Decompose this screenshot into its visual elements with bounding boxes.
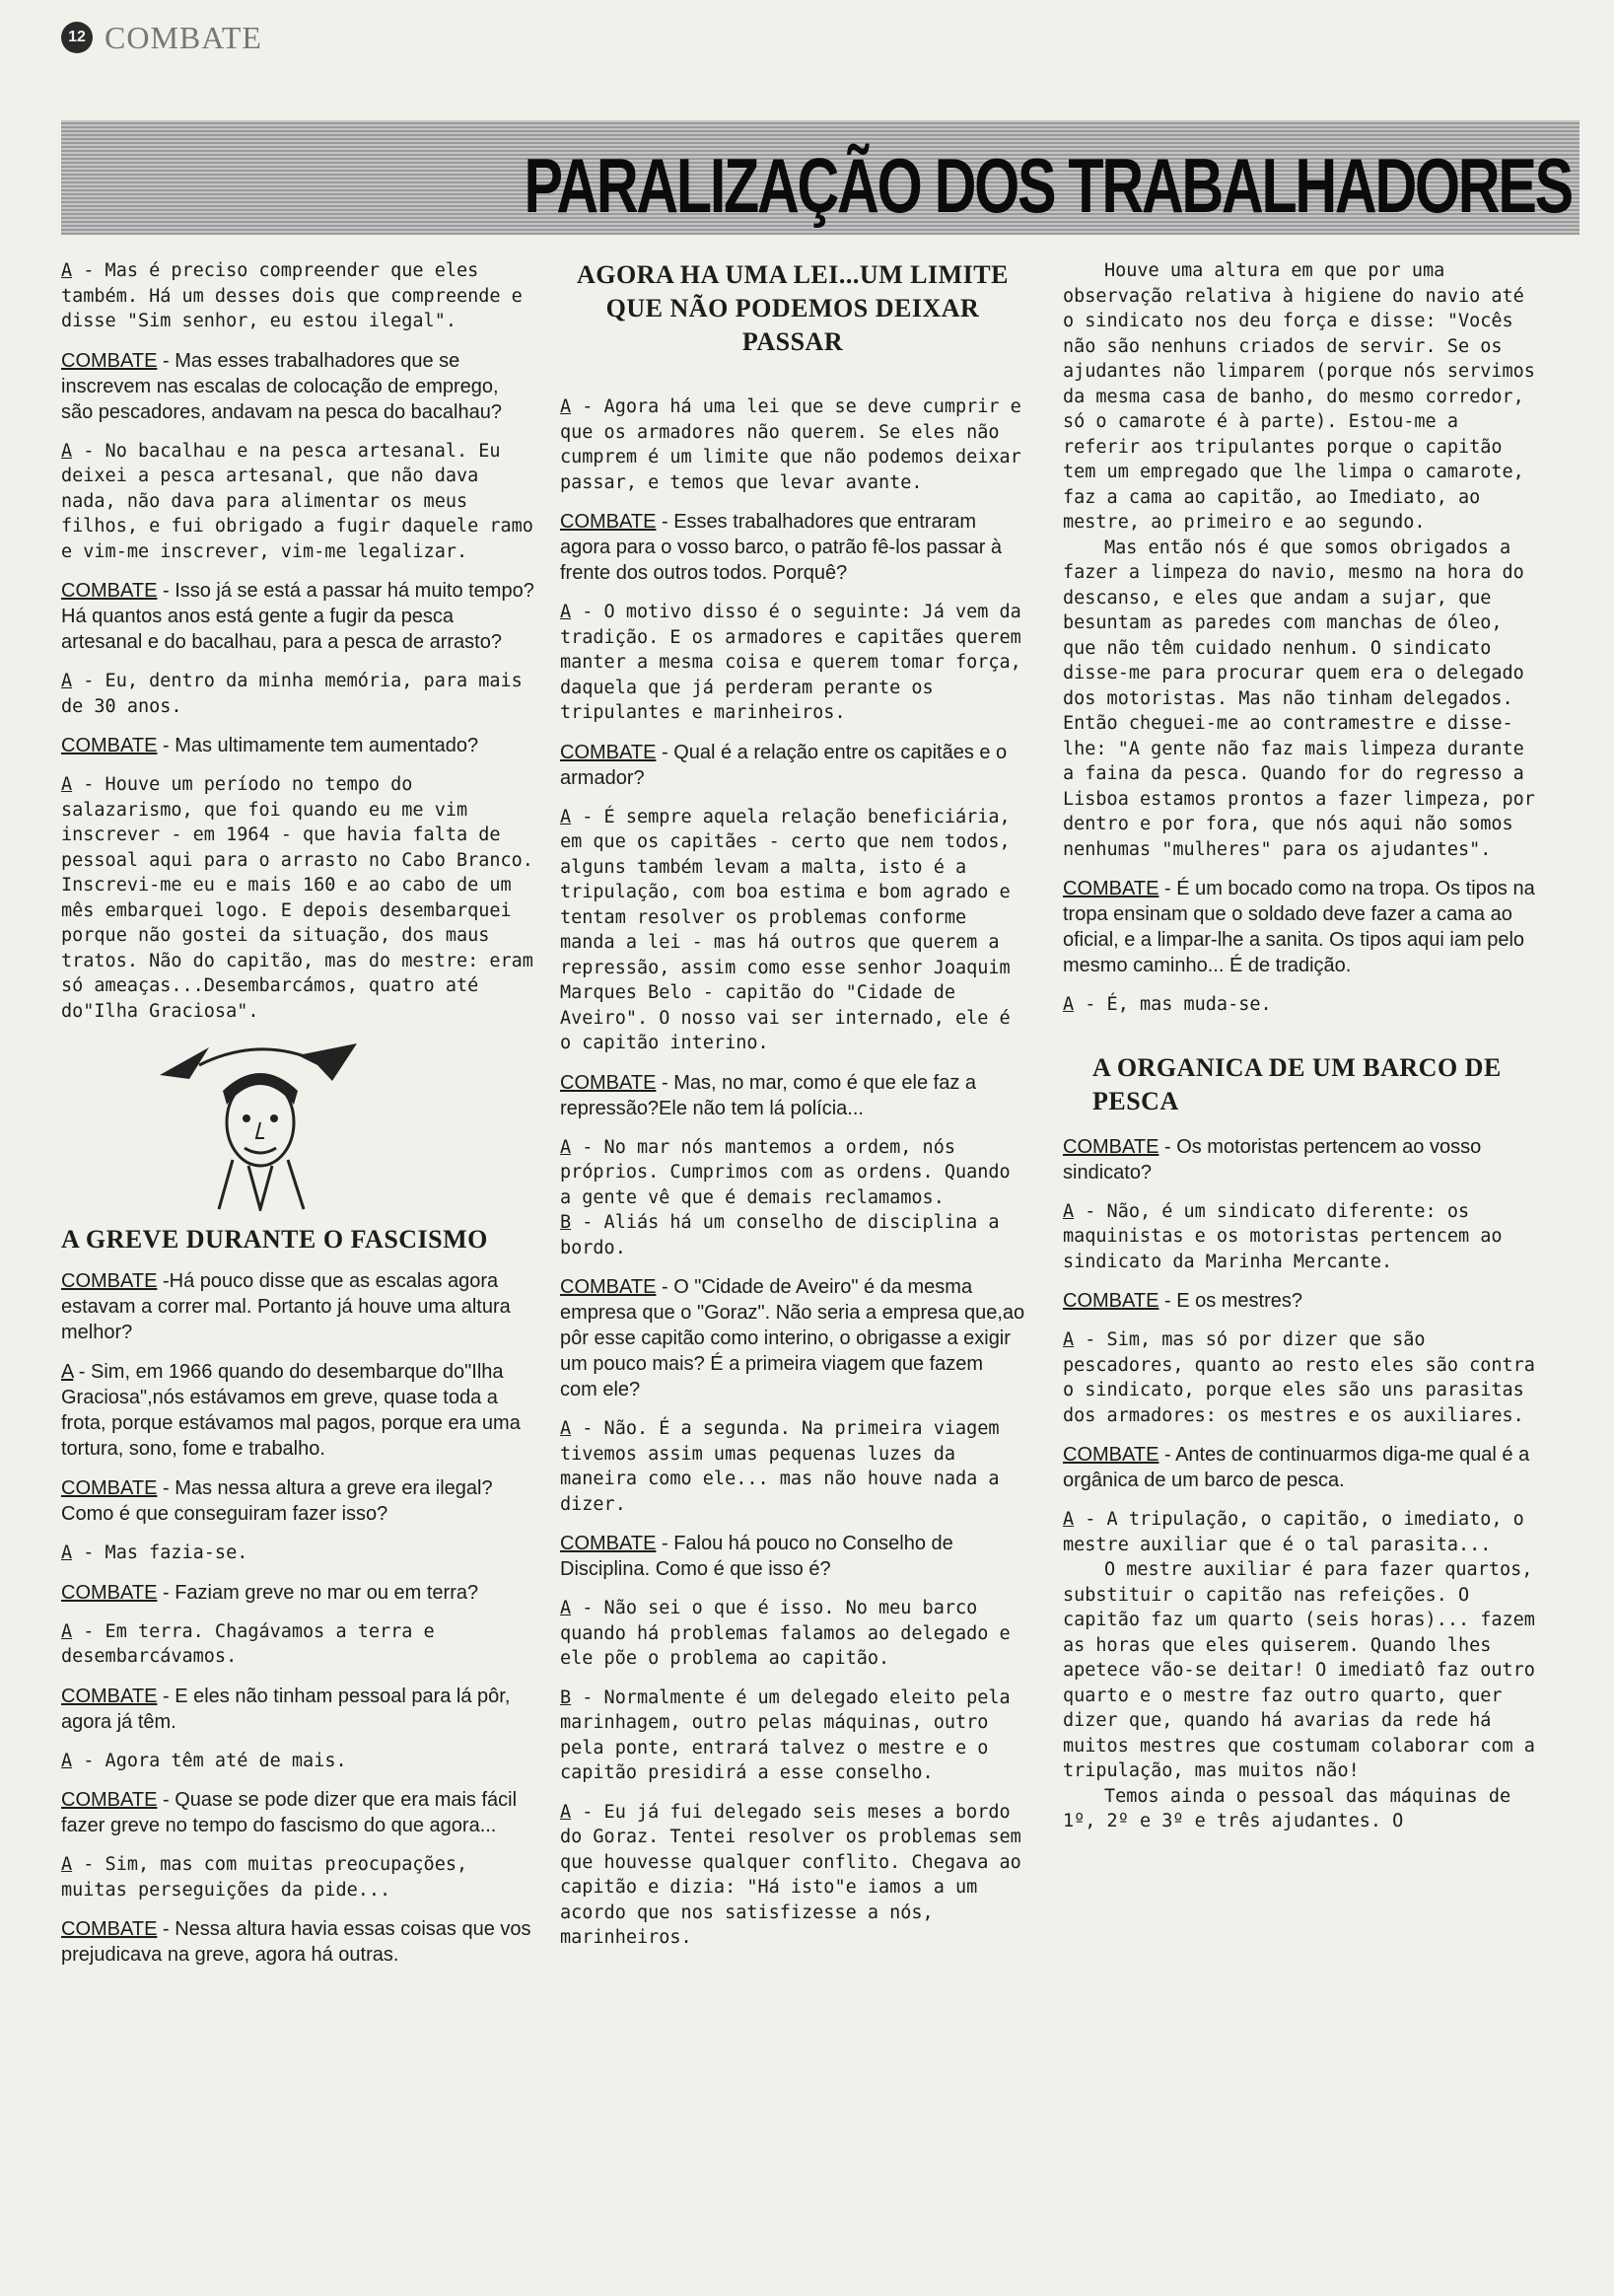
page-header — [61, 18, 262, 57]
col3-intro — [1063, 258, 1546, 862]
speaker-label: COMBATE — [560, 511, 657, 533]
col3-closing — [1063, 1557, 1546, 1834]
interview-paragraph — [560, 1274, 1025, 1402]
paragraph-text: - E os mestres? — [1158, 1290, 1303, 1312]
interview-paragraph — [560, 395, 1025, 495]
section-title-greve: A GREVE DURANTE O FASCISMO — [61, 1225, 488, 1254]
paragraph-text: - Isso já se está a passar há muito tempo? Há quantos anos está gente a fugir da pesca artesanal e do bacalhau, para a pesca de arrasto? — [61, 580, 534, 653]
paragraph-text: - É, mas muda-se. — [1074, 994, 1272, 1015]
speaker-label: A — [560, 1801, 572, 1823]
paragraph-text: - Falou há pouco no Conselho de Disciplina. Como é que isso é? — [560, 1533, 953, 1580]
col1-block-2 — [61, 1268, 534, 1968]
paragraph-text: - Eu, dentro da minha memória, para mais de 30 anos. — [61, 671, 523, 717]
interview-paragraph — [61, 1787, 534, 1838]
speaker-label: COMBATE — [560, 1071, 657, 1094]
speaker-label: A — [61, 774, 73, 795]
speaker-label: A — [560, 396, 572, 417]
speaker-label: A — [1063, 1509, 1075, 1530]
interview-paragraph — [61, 1684, 534, 1735]
paragraph-text: - Mas nessa altura a greve era ilegal? Como é que conseguiram fazer isso? — [61, 1477, 493, 1525]
paragraph-text: - Mas fazia-se. — [72, 1543, 248, 1563]
paragraph-text: - Não. É a segunda. Na primeira viagem tivemos assim umas pequenas luzes da maneira como ele... mas não houve nada a dizer. — [560, 1418, 1000, 1515]
text-paragraph — [1063, 258, 1546, 536]
speaker-label: A — [1063, 994, 1075, 1015]
col3-block-2 — [1063, 1134, 1546, 1558]
speaker-label: A — [1063, 1329, 1075, 1350]
interview-paragraph — [61, 1268, 534, 1345]
interview-paragraph — [61, 1852, 534, 1902]
col2-block — [560, 395, 1025, 1951]
interview-paragraph — [1063, 1507, 1546, 1557]
speaker-label: A — [61, 1620, 73, 1642]
paragraph-text: - Sim, mas com muitas preocupações, muitas perseguições da pide... — [61, 1854, 468, 1901]
paragraph-text: - Sim, em 1966 quando do desembarque do"Ilha Graciosa",nós estávamos em greve, quase toda a frota, porque estávamos mal pagos, porque era uma tortura, sono, fome e trabalho. — [61, 1361, 521, 1460]
interview-paragraph — [560, 1210, 1025, 1260]
interview-paragraph — [61, 1916, 534, 1968]
speaker-label: A — [560, 806, 572, 827]
column-1 — [61, 258, 534, 1981]
paragraph-text: - Não sei o que é isso. No meu barco quando há problemas falamos ao delegado e ele põe o problema ao capitão. — [560, 1598, 1011, 1669]
column-2 — [560, 258, 1025, 1965]
speaker-label: COMBATE — [61, 1789, 158, 1811]
paragraph-text: - Eu já fui delegado seis meses a bordo do Goraz. Tentei resolver os problemas sem que houvesse qualquer conflito. Chegava ao capitão e dizia: "Há isto"e iamos a um acordo que nos satisfizesse a nós, marinheiros. — [560, 1801, 1021, 1948]
paragraph-text: O mestre auxiliar é para fazer quartos, substituir o capitão nas refeições. O capitão faz um quarto (seis horas)... fazem as horas que eles quiserem. Quando lhes apetece vão-se deitar! O imediatô faz outro quarto e o mestre faz outro quarto, quer dizer que, quando há avarias da rede há muitos mestres que costumam colaborar com a tripulação, mas muitos não! — [1063, 1559, 1535, 1781]
paragraph-text: - É um bocado como na tropa. Os tipos na tropa ensinam que o soldado deve fazer a cama ao oficial, e a limpar-lhe a sanita. Os tipos aqui iam pelo mesmo caminho... É de tradição. — [1063, 878, 1535, 976]
speaker-label: B — [560, 1686, 572, 1708]
interview-paragraph — [61, 258, 534, 334]
speaker-label: A — [61, 671, 73, 691]
paragraph-text: - Sim, mas só por dizer que são pescadores, quanto ao resto eles são contra o sindicato, porque eles são uns parasitas dos armadores: os mestres e os auxiliares. — [1063, 1329, 1535, 1426]
interview-paragraph — [61, 1619, 534, 1670]
paragraph-text: - Os motoristas pertencem ao vosso sindicato? — [1063, 1135, 1482, 1184]
page-number: 12 — [61, 22, 93, 53]
speaker-label: COMBATE — [61, 1918, 158, 1940]
paragraph-text: - Agora há uma lei que se deve cumprir e que os armadores não querem. Se eles não cumprem é um limite que não podemos deixar passar, e temos que levar avante. — [560, 396, 1021, 493]
interview-paragraph — [560, 1800, 1025, 1951]
speaker-label: COMBATE — [1063, 1290, 1159, 1312]
interview-paragraph — [61, 1580, 534, 1606]
interview-paragraph — [560, 1416, 1025, 1517]
interview-paragraph — [560, 509, 1025, 586]
interview-paragraph — [61, 1359, 534, 1462]
interview-paragraph — [560, 1686, 1025, 1786]
text-paragraph — [1063, 1557, 1546, 1784]
speaker-label: COMBATE — [560, 1533, 657, 1554]
text-paragraph — [1063, 536, 1546, 863]
speaker-label: COMBATE — [1063, 1135, 1159, 1158]
paragraph-text: - No mar nós mantemos a ordem, nós próprios. Cumprimos com as ordens. Quando a gente vê que é demais reclamamos. — [560, 1136, 1011, 1208]
paragraph-text: - Aliás há um conselho de disciplina a bordo. — [560, 1212, 1000, 1258]
interview-paragraph — [560, 1531, 1025, 1582]
speaker-label: COMBATE — [61, 580, 158, 602]
paragraph-text: - No bacalhau e na pesca artesanal. Eu deixei a pesca artesanal, que não dava nada, não dava para alimentar os meus filhos, e fui obrigado a fugir daquele ramo e vim-me inscrever, vim-me legalizar. — [61, 440, 533, 562]
paragraph-text: - O motivo disso é o seguinte: Já vem da tradição. E os armadores e capitães querem manter a mesma coisa e querem tomar força, daquela que já perderam perante os tripulantes e marinheiros. — [560, 602, 1021, 723]
interview-paragraph — [61, 578, 534, 655]
col3-block-1 — [1063, 876, 1546, 1018]
paragraph-text: - Faziam greve no mar ou em terra? — [157, 1581, 479, 1604]
speaker-label: A — [560, 1418, 572, 1439]
speaker-label: A — [61, 260, 73, 281]
speaker-label: A — [560, 602, 572, 622]
interview-paragraph — [560, 1135, 1025, 1211]
speaker-label: COMBATE — [61, 1477, 158, 1499]
interview-paragraph — [1063, 1134, 1546, 1185]
paragraph-text: - Em terra. Chagávamos a terra e desembarcávamos. — [61, 1620, 435, 1667]
paragraph-text: - Mas esses trabalhadores que se inscrevem nas escalas de colocação de emprego, são pescadores, andavam na pesca do bacalhau? — [61, 349, 502, 423]
interview-paragraph — [560, 805, 1025, 1056]
paragraph-text: - Mas é preciso compreender que eles também. Há um desses dois que compreende e disse "Sim senhor, eu estou ilegal". — [61, 260, 523, 331]
interview-paragraph — [560, 740, 1025, 791]
speaker-label: A — [61, 1361, 74, 1383]
paragraph-text: - Quase se pode dizer que era mais fácil fazer greve no tempo do fascismo do que agora... — [61, 1789, 518, 1836]
paragraph-text: -Há pouco disse que as escalas agora estavam a correr mal. Portanto já houve uma altura melhor? — [61, 1270, 511, 1343]
speaker-label: A — [61, 1750, 73, 1771]
interview-paragraph — [61, 348, 534, 425]
col1-block-1 — [61, 258, 534, 1024]
speaker-label: COMBATE — [560, 1276, 657, 1298]
interview-paragraph — [1063, 1288, 1546, 1314]
speaker-label: COMBATE — [1063, 1444, 1159, 1466]
speaker-label: A — [61, 440, 73, 462]
paragraph-text: - Qual é a relação entre os capitães e o armador? — [560, 741, 1008, 789]
interview-paragraph — [61, 733, 534, 758]
paragraph-text: Houve uma altura em que por uma observação relativa à higiene do navio até o sindicato nos deu força e disse: "Vocês não são nenhuns criados de servir. Se os ajudantes não limparem (porque nós servimos da mesma casa de banho, do mesmo corredor, só o camarote é à parte). Estou-me a referir aos tripulantes porque o capitão tem um empregado que lhe limpa o camarote, faz a cama ao capitão, ao Imediato, ao mestre, ao primeiro e ao segundo. — [1063, 260, 1535, 533]
speaker-label: COMBATE — [61, 1270, 158, 1292]
paragraph-text: - Normalmente é um delegado eleito pela marinhagem, outro pelas máquinas, outro pela ponte, entrará talvez o mestre e o capitão presidirá a esse conselho. — [560, 1686, 1011, 1783]
speaker-label: A — [61, 1543, 73, 1563]
section-title-lei: AGORA HA UMA LEI...UM LIMITE QUE NÃO PODEMOS DEIXAR PASSAR — [577, 260, 1009, 356]
interview-paragraph — [560, 600, 1025, 726]
headline-banner — [61, 120, 1579, 235]
interview-paragraph — [1063, 992, 1546, 1018]
speaker-label: B — [560, 1212, 572, 1233]
paragraph-text: Temos ainda o pessoal das máquinas de 1º, 2º e 3º e três ajudantes. O — [1063, 1785, 1511, 1831]
interview-paragraph — [560, 1596, 1025, 1672]
interview-paragraph — [61, 439, 534, 565]
fisherman-illustration — [150, 1036, 377, 1211]
interview-paragraph — [1063, 876, 1546, 978]
paragraph-text: - Nessa altura havia essas coisas que vos prejudicava na greve, agora há outras. — [61, 1918, 531, 1966]
interview-paragraph — [61, 1475, 534, 1527]
paragraph-text: - E eles não tinham pessoal para lá pôr, agora já têm. — [61, 1685, 511, 1733]
speaker-label: COMBATE — [61, 1581, 158, 1604]
paragraph-text: - Antes de continuarmos diga-me qual é a orgânica de um barco de pesca. — [1063, 1444, 1530, 1491]
speaker-label: A — [61, 1854, 73, 1875]
interview-paragraph — [1063, 1199, 1546, 1275]
text-paragraph — [1063, 1784, 1546, 1834]
speaker-label: A — [560, 1136, 572, 1158]
speaker-label: A — [1063, 1200, 1075, 1222]
paragraph-text: Mas então nós é que somos obrigados a fazer a limpeza do navio, mesmo na hora do descanso, e eles que andam a sujar, que besuntam as paredes com manchas de óleo, que não têm cuidado nenhum. O sindicato disse-me para procurar quem era o delegado dos motoristas. Mas não tinham delegados. Então cheguei-me ao contramestre e disse-lhe: "A gente não faz mais limpeza durante a faina da pesca. Quando for do regresso a Lisboa estamos prontos a fazer limpeza, por dentro e por fora, que nós aqui não somos nenhumas "mulheres" para os ajudantes". — [1063, 537, 1535, 860]
interview-paragraph — [560, 1070, 1025, 1121]
interview-paragraph — [61, 1749, 534, 1774]
paragraph-text: - A tripulação, o capitão, o imediato, o mestre auxiliar que é o tal parasita... — [1063, 1509, 1524, 1555]
paragraph-text: - Houve um período no tempo do salazarismo, que foi quando eu me vim inscrever - em 1964 - que havia falta de pessoal aqui para o arrasto no Cabo Branco. Inscrevi-me eu e mais 160 e ao cabo de um mês embarquei logo. E depois desembarquei porque não gostei da situação, dos maus tratos. Não do capitão, mas do mestre: eram só ameaças...Desembarcámos, quatro até do"Ilha Graciosa". — [61, 774, 533, 1022]
headline-title: PARALIZAÇÃO DOS TRABALHADORES — [524, 142, 1572, 229]
paragraph-text: - O "Cidade de Aveiro" é da mesma empresa que o "Goraz". Não seria a empresa que,ao pôr esse capitão como interino, o obrigasse a exigir um pouco mais? É a primeira viagem que fazem com ele? — [560, 1276, 1025, 1400]
interview-paragraph — [1063, 1442, 1546, 1493]
interview-paragraph — [61, 669, 534, 719]
paragraph-text: - Mas, no mar, como é que ele faz a repressão?Ele não tem lá polícia... — [560, 1071, 977, 1119]
section-title-organica: A ORGANICA DE UM BARCO DE PESCA — [1092, 1052, 1502, 1115]
paragraph-text: - Esses trabalhadores que entraram agora para o vosso barco, o patrão fê-los passar à frente dos outros todos. Porquê? — [560, 511, 1003, 584]
interview-paragraph — [61, 772, 534, 1024]
speaker-label: A — [560, 1598, 572, 1618]
speaker-label: COMBATE — [61, 1685, 158, 1707]
speaker-label: COMBATE — [560, 741, 657, 763]
paragraph-text: - É sempre aquela relação beneficiária, em que os capitães - certo que nem todos, alguns também levam a malta, isto é a tripulação, com boa estima e bom agrado e tentam resolver os problemas conforme manda a lei - mas há outros que querem a repressão, assim como esse senhor Joaquim Marques Belo - capitão do "Cidade de Aveiro". O nosso vai ser internado, ele é o capitão interino. — [560, 806, 1011, 1053]
speaker-label: COMBATE — [61, 349, 158, 372]
speaker-label: COMBATE — [1063, 878, 1159, 899]
newspaper-name: COMBATE — [105, 19, 262, 55]
column-3 — [1063, 258, 1546, 1834]
paragraph-text: - Mas ultimamente tem aumentado? — [157, 735, 479, 756]
paragraph-text: - Agora têm até de mais. — [72, 1750, 347, 1771]
paragraph-text: - Não, é um sindicato diferente: os maquinistas e os motoristas pertencem ao sindicato da Marinha Mercante. — [1063, 1200, 1503, 1272]
interview-paragraph — [1063, 1327, 1546, 1428]
interview-paragraph — [61, 1541, 534, 1566]
speaker-label: COMBATE — [61, 735, 158, 756]
